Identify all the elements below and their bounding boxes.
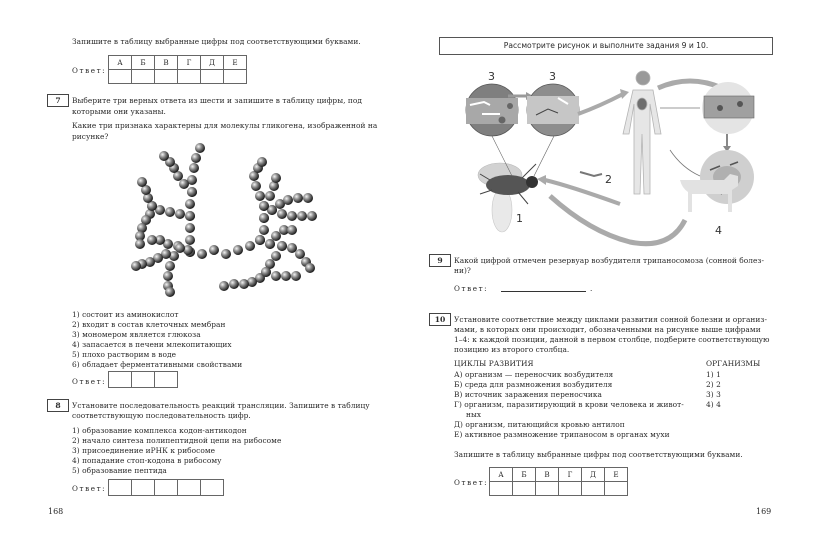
header-cell: А: [490, 468, 513, 482]
glycogen-bead: [265, 191, 275, 201]
glycogen-bead: [265, 239, 275, 249]
answer-cell[interactable]: [201, 480, 224, 496]
q8-option: 1) образование комплекса кодон-антикодон: [72, 426, 247, 435]
col-header-organisms: ОРГАНИЗМЫ: [706, 359, 761, 368]
glycogen-bead: [259, 213, 269, 223]
q10-answer-table: [489, 467, 628, 496]
q9-answer-label: Ответ:: [454, 284, 489, 293]
glycogen-bead: [271, 271, 281, 281]
answer-cell[interactable]: [201, 70, 224, 84]
q8-option: 4) попадание стоп-кодона в рибосому: [72, 456, 222, 465]
tsetse-fly: [478, 163, 538, 232]
glycogen-bead: [195, 143, 205, 153]
glycogen-bead: [209, 245, 219, 255]
answer-cell[interactable]: [109, 372, 132, 388]
figure-label-2: 2: [605, 173, 612, 186]
q10-instruction: Запишите в таблицу выбранные цифры под соответствующими буквами.: [454, 450, 743, 459]
page-number: 168: [48, 507, 64, 516]
q8-answer-label: Ответ:: [72, 484, 107, 493]
glycogen-beads: [131, 143, 317, 297]
answer-cell[interactable]: [224, 70, 247, 84]
figure-label-3a: 3: [488, 70, 495, 83]
glycogen-bead: [165, 261, 175, 271]
glycogen-bead: [245, 241, 255, 251]
q7-text-line: Выберите три верных ответа из шести и запишите в таблицу цифры, под: [72, 96, 363, 105]
glycogen-bead: [179, 179, 189, 189]
answer-cell[interactable]: [582, 482, 605, 496]
q8-option: 2) начало синтеза полипептидной цепи на рибосоме: [72, 436, 282, 445]
glycogen-bead: [229, 279, 239, 289]
q10-text-line: позицию из второго столбца.: [454, 345, 570, 354]
q8-answer-table: [108, 479, 224, 496]
header-cell: Б: [513, 468, 536, 482]
arrow-to-human: [578, 94, 623, 114]
glycogen-bead: [165, 207, 175, 217]
fly-salivary-magnified-view: [527, 84, 579, 136]
top-answer-table: [108, 55, 247, 84]
top-instruction: Запишите в таблицу выбранные цифры под соответствующими буквами.: [72, 37, 361, 46]
answer-cell[interactable]: [109, 480, 132, 496]
glycogen-bead: [185, 235, 195, 245]
glycogen-bead: [271, 173, 281, 183]
answer-cell[interactable]: [132, 70, 155, 84]
question-number-7: 7: [47, 94, 69, 107]
cycle-item-continuation: ных: [466, 410, 482, 419]
glycogen-bead: [271, 251, 281, 261]
q7-option: 4) запасается в печени млекопитающих: [72, 340, 232, 349]
answer-cell[interactable]: [155, 372, 178, 388]
answer-cell[interactable]: [513, 482, 536, 496]
glycogen-bead: [283, 195, 293, 205]
page-number: 169: [756, 507, 772, 516]
answer-cell[interactable]: [536, 482, 559, 496]
glycogen-bead: [197, 249, 207, 259]
q7-text-line: Какие три признака характерны для молекулы гликогена, изображенной на: [72, 121, 378, 130]
header-cell: А: [109, 56, 132, 70]
q7-option: 6) обладает ферментативными свойствами: [72, 360, 243, 369]
figure-label-1: 1: [516, 212, 523, 225]
answer-cell[interactable]: [605, 482, 628, 496]
answer-cell[interactable]: [132, 372, 155, 388]
glycogen-bead: [259, 201, 269, 211]
q7-text-line: рисунке?: [72, 132, 109, 141]
answer-cell[interactable]: [490, 482, 513, 496]
right-page: [410, 0, 820, 553]
glycogen-bead: [305, 263, 315, 273]
figure-label-3b: 3: [549, 70, 556, 83]
glycogen-bead: [281, 271, 291, 281]
glycogen-bead: [185, 211, 195, 221]
q10-text-line: Установите соответствие между циклами развития сонной болезни и организ-: [454, 315, 767, 324]
glycogen-bead: [293, 193, 303, 203]
arrow-to-blood-vessel: [658, 81, 722, 88]
glycogen-bead: [185, 199, 195, 209]
top-answer-label: Ответ:: [72, 66, 107, 75]
glycogen-bead: [175, 243, 185, 253]
header-cell: В: [536, 468, 559, 482]
q8-text-line: соответствующую последовательность цифр.: [72, 411, 251, 420]
life-cycle-figure: [430, 60, 790, 250]
organism-item: 4) 4: [706, 400, 721, 409]
q7-option: 3) мономером является глюкоза: [72, 330, 201, 339]
glycogen-bead: [221, 249, 231, 259]
glycogen-bead: [239, 279, 249, 289]
glycogen-bead: [291, 271, 301, 281]
glycogen-bead: [257, 157, 267, 167]
answer-cell[interactable]: [109, 70, 132, 84]
glycogen-bead: [303, 193, 313, 203]
q8-option: 3) присоединение иРНК к рибосоме: [72, 446, 216, 455]
q9-text-line: Какой цифрой отмечен резервуар возбудителя трипаносомоза (сонной болез-: [454, 256, 765, 265]
q8-text-line: Установите последовательность реакций трансляции. Запишите в таблицу: [72, 401, 370, 410]
glycogen-bead: [259, 225, 269, 235]
glycogen-bead: [277, 241, 287, 251]
glycogen-bead: [187, 187, 197, 197]
answer-cell[interactable]: [559, 482, 582, 496]
q7-answer-label: Ответ:: [72, 377, 107, 386]
glycogen-bead: [131, 261, 141, 271]
q9-text-line: ни)?: [454, 266, 471, 275]
glycogen-bead: [251, 181, 261, 191]
glycogen-bead: [165, 287, 175, 297]
q7-option: 1) состоит из аминокислот: [72, 310, 179, 319]
q7-text-line: которыми они указаны.: [72, 107, 166, 116]
organism-item: 1) 1: [706, 370, 721, 379]
header-cell: Д: [582, 468, 605, 482]
question-number-9: 9: [429, 254, 451, 267]
glycogen-bead: [159, 151, 169, 161]
glycogen-molecule-figure: [120, 140, 320, 305]
cycle-item: Г) организм, паразитирующий в крови человека и живот-: [454, 400, 684, 409]
q10-text-line: мами, в которых они происходит, обозначенными на рисунке выше цифрами: [454, 325, 761, 334]
glycogen-bead: [147, 235, 157, 245]
glycogen-bead: [185, 223, 195, 233]
glycogen-bead: [191, 153, 201, 163]
human-figure: [623, 71, 661, 194]
col-header-cycles: ЦИКЛЫ РАЗВИТИЯ: [454, 359, 534, 368]
glycogen-bead: [307, 211, 317, 221]
glycogen-bead: [295, 249, 305, 259]
glycogen-bead: [277, 209, 287, 219]
glycogen-bead: [255, 235, 265, 245]
q7-option: 5) плохо растворим в воде: [72, 350, 176, 359]
glycogen-bead: [287, 211, 297, 221]
glycogen-bead: [233, 245, 243, 255]
answer-cell[interactable]: [178, 480, 201, 496]
cycle-item: Б) среда для размножения возбудителя: [454, 380, 613, 389]
organism-item: 3) 3: [706, 390, 721, 399]
cycle-item: А) организм — переносчик возбудителя: [454, 370, 614, 379]
glycogen-bead: [271, 231, 281, 241]
glycogen-bead: [219, 281, 229, 291]
glycogen-bead: [137, 177, 147, 187]
question-number-10: 10: [429, 313, 451, 326]
glycogen-bead: [287, 243, 297, 253]
glycogen-bead: [261, 267, 271, 277]
q7-answer-table: [108, 371, 178, 388]
glycogen-bead: [189, 163, 199, 173]
header-cell: Д: [201, 56, 224, 70]
cycle-item: В) источник заражения переносчика: [454, 390, 602, 399]
cycle-item: Д) организм, питающийся кровью антилоп: [454, 420, 625, 429]
q7-option: 2) входит в состав клеточных мембран: [72, 320, 226, 329]
glycogen-bead: [255, 191, 265, 201]
header-cell: Е: [605, 468, 628, 482]
glycogen-bead: [175, 209, 185, 219]
header-cell: Б: [132, 56, 155, 70]
cycle-item: Е) активное размножение трипаносом в органах мухи: [454, 430, 670, 439]
q9-answer-line[interactable]: [501, 291, 586, 292]
instruction-box: Рассмотрите рисунок и выполните задания 9 и 10.: [439, 37, 773, 55]
question-number-8: 8: [47, 399, 69, 412]
answer-cell[interactable]: [155, 70, 178, 84]
answer-cell[interactable]: [178, 70, 201, 84]
glycogen-bead: [135, 239, 145, 249]
q8-option: 5) образование пептида: [72, 466, 167, 475]
glycogen-bead: [163, 271, 173, 281]
header-cell: В: [155, 56, 178, 70]
answer-cell[interactable]: [132, 480, 155, 496]
header-cell: Г: [559, 468, 582, 482]
figure-label-4: 4: [715, 224, 722, 237]
glycogen-bead: [297, 211, 307, 221]
glycogen-bead: [287, 225, 297, 235]
header-cell: Г: [178, 56, 201, 70]
q10-answer-label: Ответ:: [454, 478, 489, 487]
q10-text-line: 1–4: к каждой позиции, данной в первом столбце, подберите соответствующую: [454, 335, 770, 344]
q9-answer-suffix: .: [590, 284, 593, 293]
blood-vessel-view: [702, 82, 754, 134]
fly-gut-magnified-view: [466, 84, 518, 136]
header-cell: Е: [224, 56, 247, 70]
organism-item: 2) 2: [706, 380, 721, 389]
answer-cell[interactable]: [155, 480, 178, 496]
